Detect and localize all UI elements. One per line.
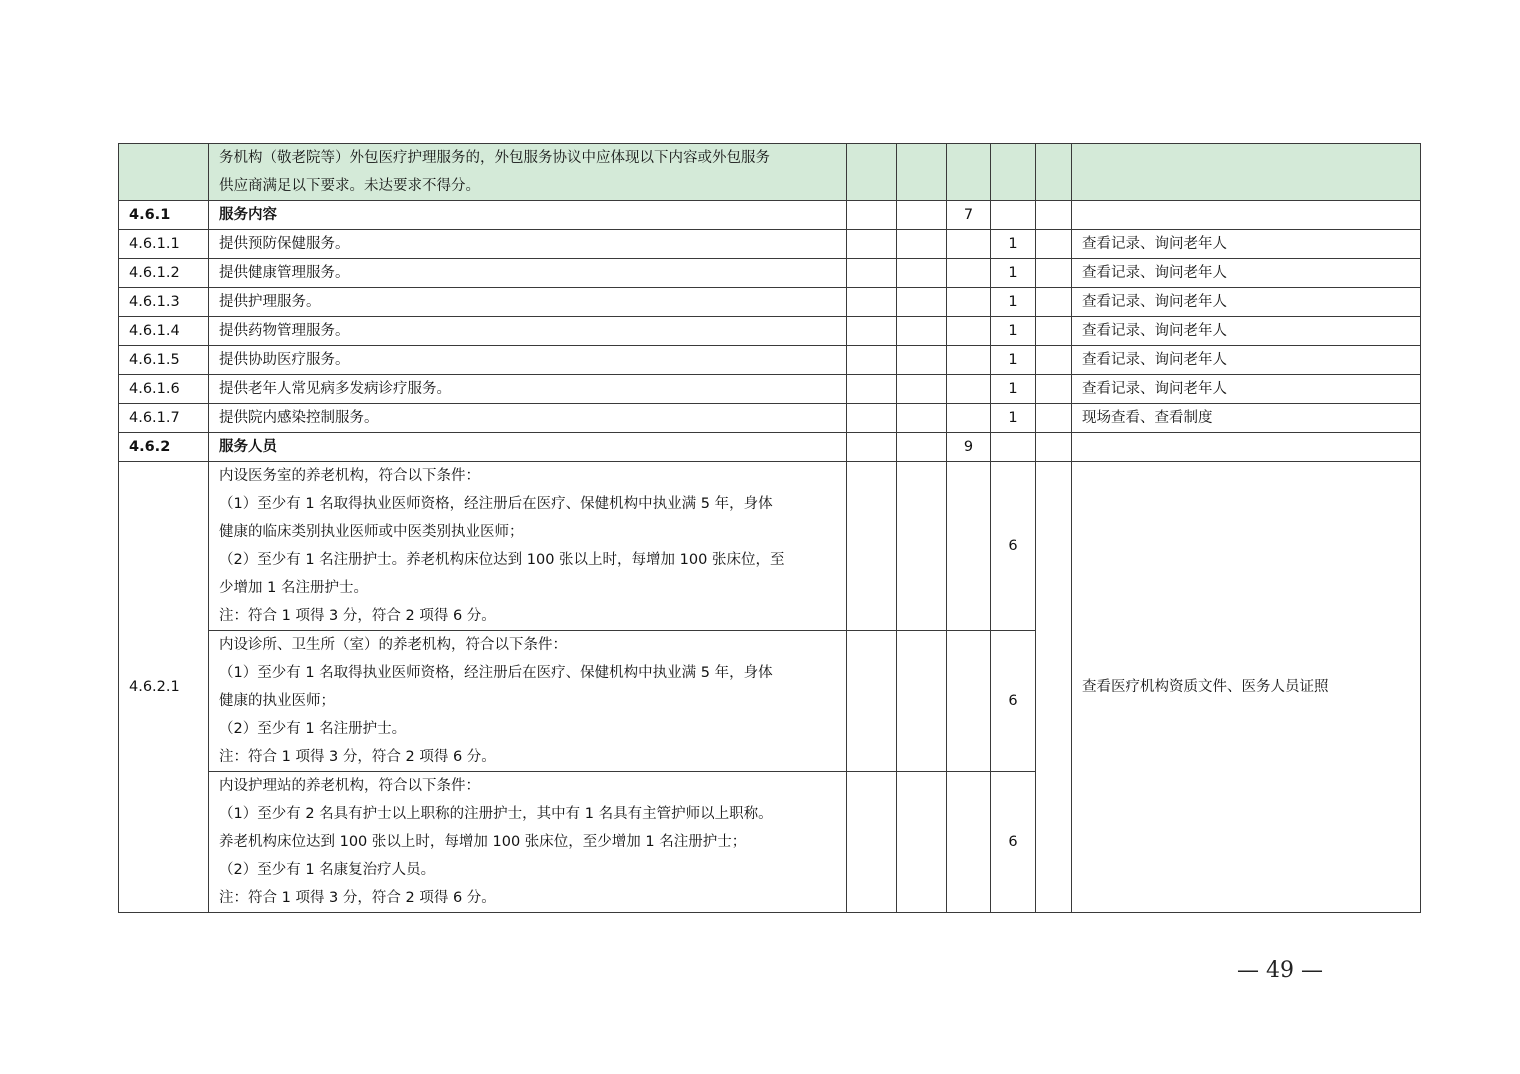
row-code: 4.6.1.3 xyxy=(119,288,209,317)
empty-cell xyxy=(897,433,947,462)
row-method: 现场查看、查看制度 xyxy=(1072,404,1421,433)
row-item: 提供健康管理服务。 xyxy=(209,259,847,288)
row-score: 1 xyxy=(991,346,1036,375)
subrow-line: 健康的执业医师； xyxy=(219,693,335,709)
subrow-line: 养老机构床位达到 100 张以上时，每增加 100 张床位，至少增加 1 名注册护士； xyxy=(219,834,747,850)
row-score: 1 xyxy=(991,259,1036,288)
empty-cell xyxy=(1036,346,1072,375)
empty-cell xyxy=(1036,317,1072,346)
table-row xyxy=(119,404,1421,433)
empty-cell xyxy=(847,144,897,201)
row-code: 4.6.1.5 xyxy=(119,346,209,375)
table-row xyxy=(119,433,1421,462)
subrow-line: 少增加 1 名注册护士。 xyxy=(219,580,368,596)
row-item: 服务人员 xyxy=(209,433,847,462)
row-score: 1 xyxy=(991,230,1036,259)
row-method: 查看记录、询问老年人 xyxy=(1072,346,1421,375)
row-subtotal xyxy=(947,404,991,433)
empty-cell xyxy=(897,288,947,317)
header-row xyxy=(119,144,1421,201)
header-line: 供应商满足以下要求。未达要求不得分。 xyxy=(219,178,480,194)
header-code-cell xyxy=(119,144,209,201)
row-subtotal xyxy=(947,288,991,317)
row-code: 4.6.1.6 xyxy=(119,375,209,404)
row-code: 4.6.2 xyxy=(119,433,209,462)
page-number: — 49 — xyxy=(1237,958,1323,983)
subrow-content xyxy=(209,772,847,913)
subrow-line: 注：符合 1 项得 3 分，符合 2 项得 6 分。 xyxy=(219,608,496,624)
empty-cell xyxy=(847,317,897,346)
empty-cell xyxy=(1036,230,1072,259)
row-method: 查看记录、询问老年人 xyxy=(1072,288,1421,317)
subrow-content xyxy=(209,462,847,631)
row-code: 4.6.1.7 xyxy=(119,404,209,433)
subrow-line: （2）至少有 1 名注册护士。 xyxy=(219,721,407,737)
subrow-line: 注：符合 1 项得 3 分，符合 2 项得 6 分。 xyxy=(219,890,496,906)
header-line: 务机构（敬老院等）外包医疗护理服务的，外包服务协议中应体现以下内容或外包服务 xyxy=(219,150,770,166)
empty-cell xyxy=(847,230,897,259)
row-subtotal xyxy=(947,346,991,375)
empty-cell xyxy=(847,201,897,230)
empty-cell xyxy=(897,346,947,375)
row-score: 1 xyxy=(991,288,1036,317)
row-code: 4.6.1.4 xyxy=(119,317,209,346)
empty-cell xyxy=(897,201,947,230)
row-subtotal xyxy=(947,375,991,404)
subrow-line: 内设护理站的养老机构，符合以下条件： xyxy=(219,778,480,794)
row-item: 提供预防保健服务。 xyxy=(209,230,847,259)
row-item: 提供协助医疗服务。 xyxy=(209,346,847,375)
empty-cell xyxy=(1072,144,1421,201)
row-method: 查看记录、询问老年人 xyxy=(1072,230,1421,259)
empty-cell xyxy=(897,144,947,201)
row-method xyxy=(1072,433,1421,462)
group-method: 查看医疗机构资质文件、医务人员证照 xyxy=(1072,462,1421,913)
row-subtotal xyxy=(947,230,991,259)
empty-cell xyxy=(897,462,947,631)
row-score: 1 xyxy=(991,375,1036,404)
empty-cell xyxy=(1036,201,1072,230)
table-row xyxy=(119,317,1421,346)
empty-cell xyxy=(847,631,897,772)
row-subtotal xyxy=(947,259,991,288)
empty-cell xyxy=(947,462,991,631)
empty-cell xyxy=(1036,433,1072,462)
empty-cell xyxy=(947,144,991,201)
empty-cell xyxy=(897,375,947,404)
subrow-line: （1）至少有 1 名取得执业医师资格，经注册后在医疗、保健机构中执业满 5 年，身体 xyxy=(219,665,773,681)
empty-cell xyxy=(847,375,897,404)
table-row xyxy=(119,346,1421,375)
subrow-score: 6 xyxy=(991,462,1036,631)
subrow-line: （1）至少有 1 名取得执业医师资格，经注册后在医疗、保健机构中执业满 5 年，身体 xyxy=(219,496,773,512)
header-content-cell xyxy=(209,144,847,201)
table-row xyxy=(119,259,1421,288)
empty-cell xyxy=(1036,288,1072,317)
empty-cell xyxy=(897,404,947,433)
table-row xyxy=(119,230,1421,259)
subrow-content xyxy=(209,631,847,772)
empty-cell xyxy=(1036,462,1072,913)
table-row xyxy=(119,375,1421,404)
row-score: 1 xyxy=(991,404,1036,433)
group-code: 4.6.2.1 xyxy=(119,462,209,913)
empty-cell xyxy=(1036,144,1072,201)
table-row xyxy=(119,201,1421,230)
empty-cell xyxy=(1036,259,1072,288)
row-subtotal xyxy=(947,317,991,346)
row-item: 服务内容 xyxy=(209,201,847,230)
row-subtotal: 7 xyxy=(947,201,991,230)
empty-cell xyxy=(897,631,947,772)
subrow-score: 6 xyxy=(991,772,1036,913)
empty-cell xyxy=(847,433,897,462)
subrow-line: 内设医务室的养老机构，符合以下条件： xyxy=(219,468,480,484)
row-item: 提供药物管理服务。 xyxy=(209,317,847,346)
row-item: 提供院内感染控制服务。 xyxy=(209,404,847,433)
row-method xyxy=(1072,201,1421,230)
empty-cell xyxy=(847,772,897,913)
table-row xyxy=(119,288,1421,317)
subrow-line: 健康的临床类别执业医师或中医类别执业医师； xyxy=(219,524,524,540)
row-subtotal: 9 xyxy=(947,433,991,462)
empty-cell xyxy=(897,259,947,288)
empty-cell xyxy=(897,772,947,913)
empty-cell xyxy=(847,462,897,631)
row-item: 提供护理服务。 xyxy=(209,288,847,317)
empty-cell xyxy=(947,631,991,772)
row-method: 查看记录、询问老年人 xyxy=(1072,375,1421,404)
row-code: 4.6.1.2 xyxy=(119,259,209,288)
empty-cell xyxy=(1036,404,1072,433)
row-score xyxy=(991,201,1036,230)
row-code: 4.6.1 xyxy=(119,201,209,230)
empty-cell xyxy=(897,317,947,346)
empty-cell xyxy=(847,259,897,288)
row-score xyxy=(991,433,1036,462)
subrow-line: 内设诊所、卫生所（室）的养老机构，符合以下条件： xyxy=(219,637,567,653)
assessment-table xyxy=(118,143,1421,913)
row-score: 1 xyxy=(991,317,1036,346)
subrow-line: （1）至少有 2 名具有护士以上职称的注册护士，其中有 1 名具有主管护师以上职称。 xyxy=(219,806,773,822)
empty-cell xyxy=(991,144,1036,201)
empty-cell xyxy=(1036,375,1072,404)
row-method: 查看记录、询问老年人 xyxy=(1072,259,1421,288)
subrow-line: （2）至少有 1 名注册护士。养老机构床位达到 100 张以上时，每增加 100 张床位，至 xyxy=(219,552,785,568)
group-subrow xyxy=(119,462,1421,631)
empty-cell xyxy=(847,346,897,375)
subrow-score: 6 xyxy=(991,631,1036,772)
subrow-line: （2）至少有 1 名康复治疗人员。 xyxy=(219,862,436,878)
row-item: 提供老年人常见病多发病诊疗服务。 xyxy=(209,375,847,404)
row-code: 4.6.1.1 xyxy=(119,230,209,259)
empty-cell xyxy=(897,230,947,259)
empty-cell xyxy=(947,772,991,913)
empty-cell xyxy=(847,404,897,433)
empty-cell xyxy=(847,288,897,317)
row-method: 查看记录、询问老年人 xyxy=(1072,317,1421,346)
subrow-line: 注：符合 1 项得 3 分，符合 2 项得 6 分。 xyxy=(219,749,496,765)
